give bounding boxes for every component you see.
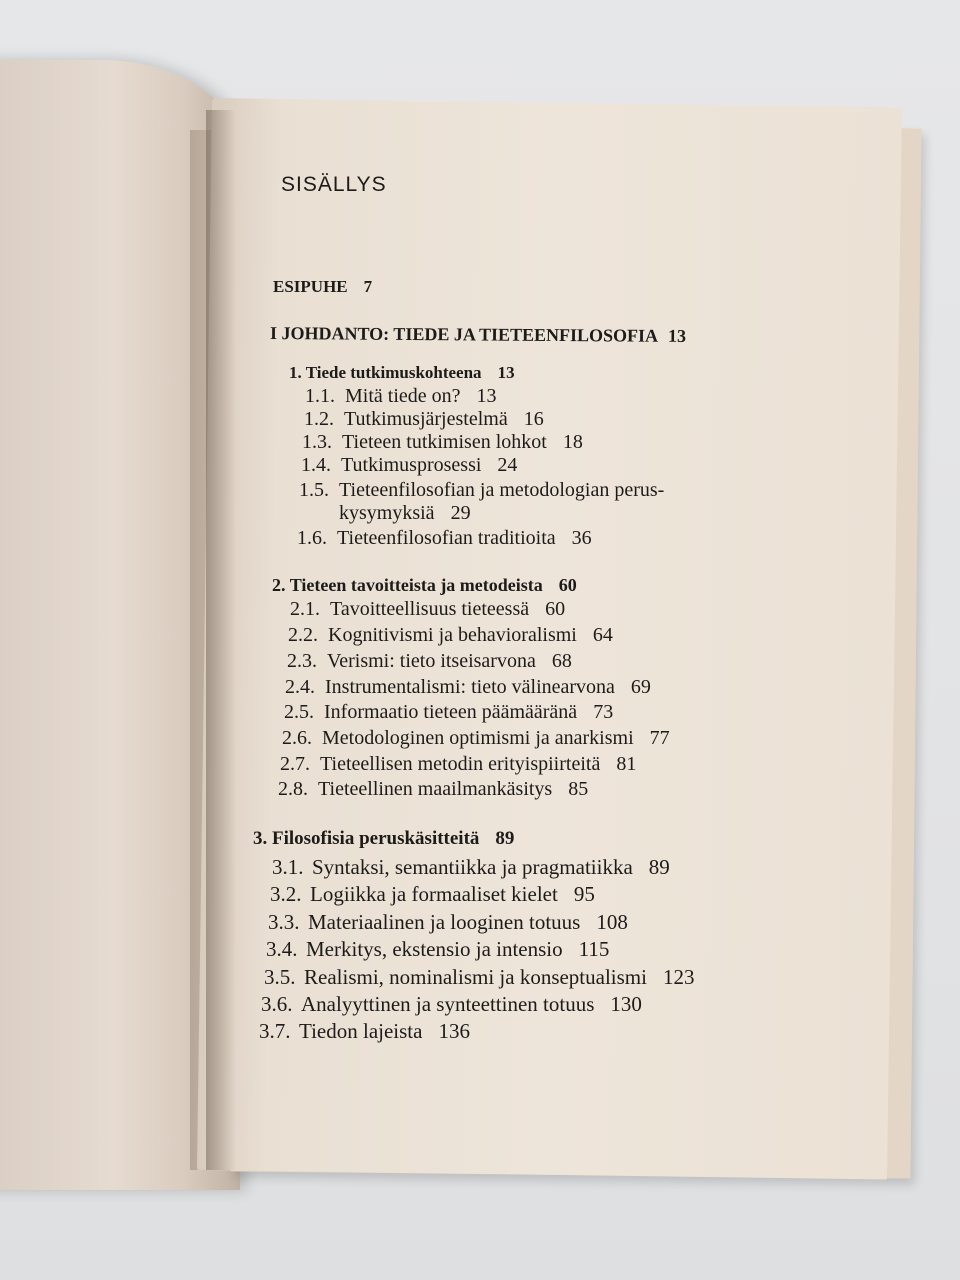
toc-section: 3.3. Materiaalinen ja looginen totuus 108 (268, 910, 628, 934)
toc-section: 2.5. Informaatio tieteen päämääränä 73 (284, 701, 614, 723)
toc-section: 2.1. Tavoitteellisuus tieteessä 60 (290, 598, 566, 620)
chapter-number: 1. (289, 363, 302, 382)
toc-esipuhe (273, 276, 372, 298)
toc-section: 1.4. Tutkimusprosessi 24 (301, 454, 518, 476)
toc-section: 3.7. Tiedon lajeista 136 (259, 1019, 470, 1043)
toc-section: 2.4. Instrumentalismi: tieto välinearvona 69 (285, 676, 651, 698)
toc-section: 3.5. Realismi, nominalismi ja konseptualismi 123 (264, 965, 695, 989)
toc-section: 2.3. Verismi: tieto itseisarvona 68 (287, 650, 572, 672)
toc-part (270, 322, 686, 347)
toc-entry-title: ESIPUHE (273, 277, 348, 296)
toc-section: 1.6. Tieteenfilosofian traditioita 36 (297, 527, 592, 549)
chapter-title: Tiede tutkimuskohteena (305, 363, 482, 382)
toc-section: 1.5. Tieteenfilosofian ja metodologian perus- (299, 479, 665, 501)
page-title: SISÄLLYS (281, 173, 387, 196)
toc-section: 2.7. Tieteellisen metodin erityispiirteitä 81 (280, 753, 637, 775)
toc-section: 3.1. Syntaksi, semantiikka ja pragmatiikka 89 (272, 855, 670, 879)
chapter-number: 2. (272, 575, 286, 595)
toc-section: 1.2. Tutkimusjärjestelmä 16 (304, 408, 544, 430)
toc-section-continued: kysymyksiä 29 (339, 502, 471, 524)
chapter-page: 60 (558, 575, 577, 595)
chapter-page: 89 (495, 828, 515, 849)
toc-section: 3.2. Logiikka ja formaaliset kielet 95 (270, 882, 595, 906)
toc-entry-page: 13 (668, 325, 687, 346)
toc-entry-title: I JOHDANTO: TIEDE JA TIETEENFILOSOFIA (269, 323, 659, 346)
chapter-number: 3. (253, 828, 268, 849)
toc-chapter-1 (289, 362, 515, 384)
toc-section: 3.6. Analyyttinen ja synteettinen totuus 130 (261, 992, 642, 1016)
toc-section: 2.2. Kognitivismi ja behavioralismi 64 (288, 624, 613, 646)
chapter-title: Tieteen tavoitteista ja metodeista (289, 575, 543, 595)
toc-chapter-2 (272, 574, 577, 596)
toc-section: 2.8. Tieteellinen maailmankäsitys 85 (278, 778, 589, 800)
toc-section: 1.1. Mitä tiede on? 13 (305, 385, 497, 407)
toc-chapter-3 (253, 828, 514, 850)
toc-entry-page: 7 (363, 277, 373, 296)
toc-section: 3.4. Merkitys, ekstensio ja intensio 115 (266, 937, 610, 961)
toc-section: 2.6. Metodologinen optimismi ja anarkismi 77 (282, 727, 670, 749)
chapter-page: 13 (497, 363, 515, 382)
toc-section: 1.3. Tieteen tutkimisen lohkot 18 (302, 431, 583, 453)
chapter-title: Filosofisia peruskäsitteitä (272, 828, 480, 849)
